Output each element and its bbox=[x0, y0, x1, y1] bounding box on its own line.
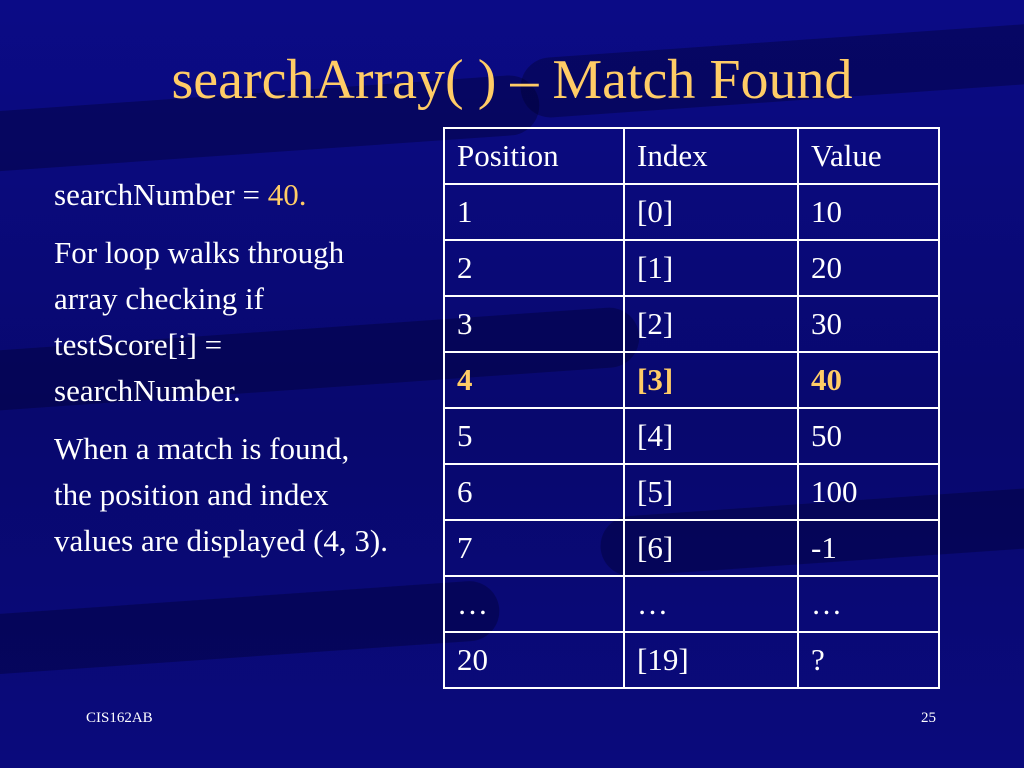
table-row bbox=[444, 464, 939, 520]
cell-position: 2 bbox=[444, 240, 624, 296]
cell-index: [6] bbox=[624, 520, 798, 576]
cell-position: 6 bbox=[444, 464, 624, 520]
cell-index: [1] bbox=[624, 240, 798, 296]
cell-value: 50 bbox=[798, 408, 939, 464]
cell-value: 30 bbox=[798, 296, 939, 352]
cell-position: 5 bbox=[444, 408, 624, 464]
table-row bbox=[444, 240, 939, 296]
slide-number: 25 bbox=[921, 710, 936, 726]
background-streak bbox=[0, 579, 501, 681]
table-row bbox=[444, 632, 939, 688]
table-row bbox=[444, 296, 939, 352]
cell-index: [3] bbox=[624, 352, 798, 408]
cell-value: … bbox=[798, 576, 939, 632]
cell-position: 7 bbox=[444, 520, 624, 576]
table-row bbox=[444, 520, 939, 576]
cell-index: [4] bbox=[624, 408, 798, 464]
table-header-row bbox=[444, 128, 939, 184]
cell-position: 1 bbox=[444, 184, 624, 240]
header-value: Value bbox=[798, 128, 939, 184]
cell-position: 4 bbox=[444, 352, 624, 408]
search-number-value: 40. bbox=[267, 177, 307, 212]
cell-index: [0] bbox=[624, 184, 798, 240]
cell-value: 100 bbox=[798, 464, 939, 520]
table-row bbox=[444, 576, 939, 632]
cell-index: … bbox=[624, 576, 798, 632]
cell-index: [2] bbox=[624, 296, 798, 352]
slide-title: searchArray( ) – Match Found bbox=[171, 49, 853, 111]
table-row bbox=[444, 408, 939, 464]
loop-description: For loop walks through array checking if testScore[i] = searchNumber. bbox=[54, 235, 345, 408]
match-description: When a match is found, the position and index values are displayed (4, 3). bbox=[54, 431, 388, 558]
table-row bbox=[444, 184, 939, 240]
cell-value: ? bbox=[798, 632, 939, 688]
cell-value: 40 bbox=[798, 352, 939, 408]
footer-course: CIS162AB bbox=[86, 710, 153, 726]
header-index: Index bbox=[624, 128, 798, 184]
header-position: Position bbox=[444, 128, 624, 184]
body-text bbox=[54, 172, 394, 576]
search-number-line bbox=[54, 172, 394, 218]
cell-value: 20 bbox=[798, 240, 939, 296]
cell-value: 10 bbox=[798, 184, 939, 240]
cell-position: 20 bbox=[444, 632, 624, 688]
table-row-match bbox=[444, 352, 939, 408]
search-number-label: searchNumber = bbox=[54, 177, 268, 212]
cell-value: -1 bbox=[798, 520, 939, 576]
cell-index: [5] bbox=[624, 464, 798, 520]
cell-index: [19] bbox=[624, 632, 798, 688]
cell-position: … bbox=[444, 576, 624, 632]
array-table bbox=[443, 127, 940, 689]
cell-position: 3 bbox=[444, 296, 624, 352]
